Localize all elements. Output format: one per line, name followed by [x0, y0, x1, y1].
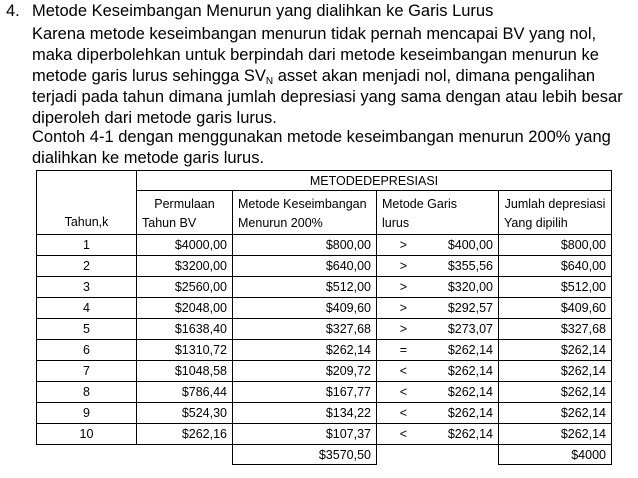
comparison-operator: <	[399, 427, 407, 441]
ddb-depreciation-cell: $262,14	[233, 340, 377, 361]
book-value-cell: $2560,00	[137, 277, 233, 298]
straight-line-value: $355,56	[447, 259, 493, 273]
ddb-depreciation-cell: $327,68	[233, 319, 377, 340]
header-bv-line1: Permulaan	[137, 191, 233, 213]
comparison-operator: >	[399, 301, 407, 315]
table-row	[37, 340, 612, 361]
ddb-depreciation-cell: $167,77	[233, 382, 377, 403]
header-jumlah-line2: Yang dipilih	[499, 213, 612, 235]
total-empty-cell	[137, 445, 233, 465]
comparison-operator: <	[399, 406, 407, 420]
straight-line-cell	[377, 235, 499, 256]
selected-depreciation-cell: $262,14	[499, 361, 612, 382]
book-value-cell: $524,30	[137, 403, 233, 424]
paragraph-example: Contoh 4-1 dengan menggunakan metode keseimbangan menurun 200% yang dialihkan ke metode garis lurus.	[32, 128, 611, 167]
selected-depreciation-cell: $262,14	[499, 403, 612, 424]
book-value-cell: $4000,00	[137, 235, 233, 256]
straight-line-value: $262,14	[447, 427, 493, 441]
year-cell: 7	[37, 361, 137, 382]
total-selected-cell: $4000	[499, 445, 612, 465]
year-cell: 2	[37, 256, 137, 277]
book-value-cell: $2048,00	[137, 298, 233, 319]
table-row	[37, 382, 612, 403]
selected-depreciation-cell: $262,14	[499, 340, 612, 361]
book-value-cell: $3200,00	[137, 256, 233, 277]
year-cell: 9	[37, 403, 137, 424]
book-value-cell: $786,44	[137, 382, 233, 403]
header-jumlah-line1: Jumlah depresiasi	[499, 191, 612, 213]
book-value-cell: $1638,40	[137, 319, 233, 340]
table-row	[37, 277, 612, 298]
straight-line-value: $273,07	[447, 322, 493, 336]
header-garis-line2: lurus	[377, 213, 499, 235]
paragraph-text-part2: asset akan menjadi nol, dimana pengalihan terjadi pada tahun dimana jumlah depresiasi yang sama dengan atau lebih besar diperoleh dari metode garis lurus.	[32, 67, 623, 127]
comparison-operator: >	[399, 259, 407, 273]
ddb-depreciation-cell: $107,37	[233, 424, 377, 445]
table-row	[37, 424, 612, 445]
year-cell: 1	[37, 235, 137, 256]
year-cell: 10	[37, 424, 137, 445]
book-value-cell: $262,16	[137, 424, 233, 445]
straight-line-cell	[377, 256, 499, 277]
table-body	[37, 235, 612, 445]
selected-depreciation-cell: $327,68	[499, 319, 612, 340]
straight-line-cell	[377, 319, 499, 340]
straight-line-value: $262,14	[447, 406, 493, 420]
header-bv-line2: Tahun BV	[137, 213, 233, 235]
comparison-operator: >	[399, 238, 407, 252]
straight-line-cell	[377, 424, 499, 445]
straight-line-value: $262,14	[447, 385, 493, 399]
book-value-cell: $1048,58	[137, 361, 233, 382]
table-row	[37, 235, 612, 256]
comparison-operator: >	[399, 322, 407, 336]
year-cell: 8	[37, 382, 137, 403]
paragraph-explanation	[32, 24, 634, 129]
selected-depreciation-cell: $640,00	[499, 256, 612, 277]
table-total-row	[37, 445, 612, 465]
year-cell: 6	[37, 340, 137, 361]
selected-depreciation-cell: $512,00	[499, 277, 612, 298]
total-empty-cell	[377, 445, 499, 465]
comparison-operator: <	[399, 364, 407, 378]
straight-line-value: $320,00	[447, 280, 493, 294]
selected-depreciation-cell: $800,00	[499, 235, 612, 256]
comparison-operator: <	[399, 385, 407, 399]
header-keseimbangan-line1: Metode Keseimbangan	[233, 191, 377, 213]
table-row	[37, 403, 612, 424]
table-row	[37, 361, 612, 382]
ddb-depreciation-cell: $134,22	[233, 403, 377, 424]
depreciation-table	[36, 170, 612, 465]
selected-depreciation-cell: $262,14	[499, 424, 612, 445]
section-heading	[6, 1, 493, 22]
total-ddb-cell: $3570,50	[233, 445, 377, 465]
header-tahun: Tahun,k	[37, 171, 137, 235]
table-row	[37, 298, 612, 319]
section-title: Metode Keseimbangan Menurun yang dialihkan ke Garis Lurus	[32, 2, 494, 20]
table-row	[37, 319, 612, 340]
ddb-depreciation-cell: $512,00	[233, 277, 377, 298]
total-empty-cell	[37, 445, 137, 465]
straight-line-cell	[377, 340, 499, 361]
table-header-row	[37, 171, 612, 191]
selected-depreciation-cell: $409,60	[499, 298, 612, 319]
header-garis-line1: Metode Garis	[377, 191, 499, 213]
straight-line-cell	[377, 298, 499, 319]
section-number: 4.	[6, 2, 20, 20]
ddb-depreciation-cell: $409,60	[233, 298, 377, 319]
year-cell: 5	[37, 319, 137, 340]
comparison-operator: >	[399, 280, 407, 294]
straight-line-cell	[377, 277, 499, 298]
subscript-n: N	[265, 76, 274, 87]
header-metode-depresiasi: METODEDEPRESIASI	[137, 171, 612, 191]
straight-line-value: $262,14	[447, 364, 493, 378]
selected-depreciation-cell: $262,14	[499, 382, 612, 403]
year-cell: 4	[37, 298, 137, 319]
straight-line-value: $292,57	[447, 301, 493, 315]
straight-line-cell	[377, 382, 499, 403]
straight-line-cell	[377, 361, 499, 382]
table-row	[37, 256, 612, 277]
comparison-operator: =	[399, 343, 407, 357]
straight-line-value: $400,00	[447, 238, 493, 252]
straight-line-value: $262,14	[447, 343, 493, 357]
book-value-cell: $1310,72	[137, 340, 233, 361]
year-cell: 3	[37, 277, 137, 298]
header-keseimbangan-line2: Menurun 200%	[233, 213, 377, 235]
ddb-depreciation-cell: $800,00	[233, 235, 377, 256]
ddb-depreciation-cell: $209,72	[233, 361, 377, 382]
straight-line-cell	[377, 403, 499, 424]
paragraph-text-part1: Karena metode keseimbangan menurun tidak pernah mencapai BV yang nol, maka diperbolehkan untuk berpindah dari metode keseimbangan menurun ke metode garis lurus sehingga SV	[32, 25, 599, 85]
ddb-depreciation-cell: $640,00	[233, 256, 377, 277]
